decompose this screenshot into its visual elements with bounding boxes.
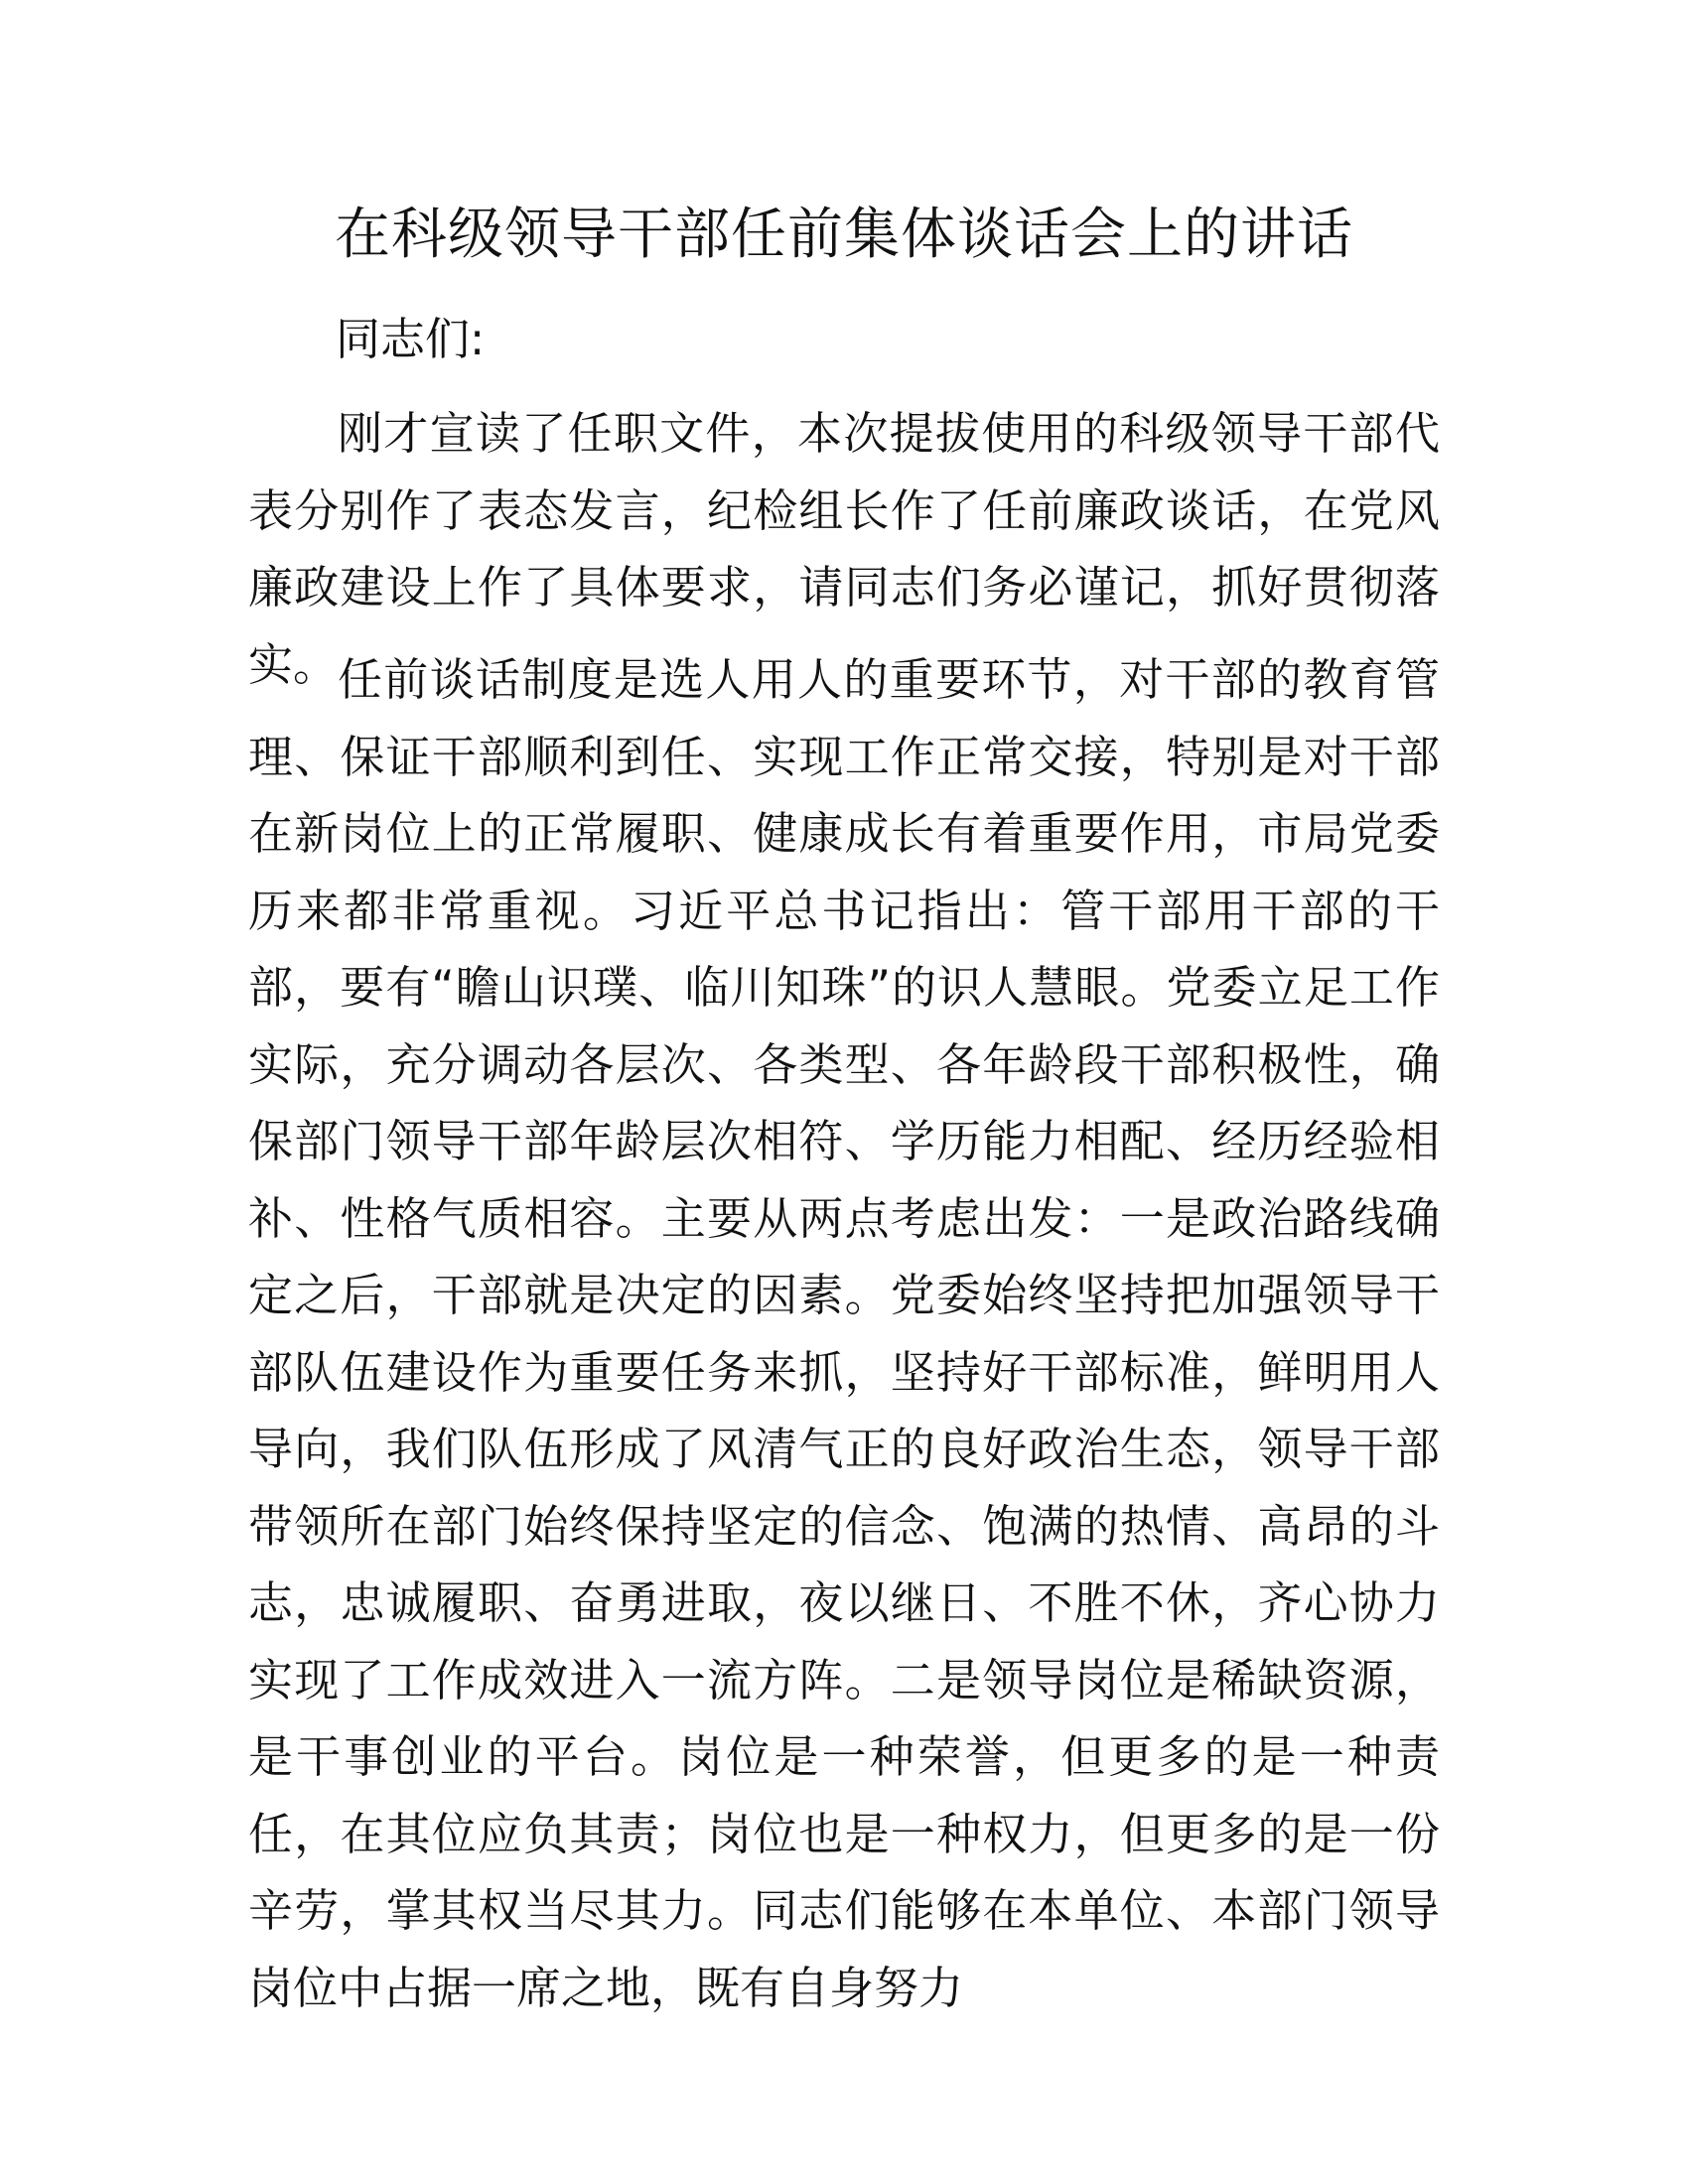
salutation: 同志们: <box>336 313 486 365</box>
body-paragraph-1: 刚才宣读了任职文件，本次提拔使用的科级领导干部代表分别作了表态发言，纪检组长作了任前廉政谈话，在党风廉政建设上作了具体要求，请同志们务必谨记，抓好贯彻落实。 <box>248 407 1440 691</box>
body-paragraph-2: 任前谈话制度是选人用人的重要环节，对干部的教育管理、保证干部顺利到任、实现工作正常交接，特别是对干部在新岗位上的正常履职、健康成长有着重要作用，市局党委历来都非常重视。习近平总书记指出：管干部用干部的干部，要有“瞻山识璞、临川知珠”的识人慧眼。党委立足工作实际，充分调动各层次、各类型、各年龄段干部积极性，确保部门领导干部年龄层次相符、学历能力相配、经历经验相补、性格气质相容。主要从两点考虑出发：一是政治路线确定之后，干部就是决定的因素。党委始终坚持把加强领导干部队伍建设作为重要任务来抓，坚持好干部标准，鲜明用人导向，我们队伍形成了风清气正的良好政治生态，领导干部带领所在部门始终保持坚定的信念、饱满的热情、高昂的斗志，忠诚履职、奋勇进取，夜以继日、不胜不休，齐心协力实现了工作成效进入一流方阵。二是领导岗位是稀缺资源，是干事创业的平台。岗位是一种荣誉，但更多的是一种责任，在其位应负其责；岗位也是一种权力，但更多的是一份辛劳，掌其权当尽其力。同志们能够在本单位、本部门领导岗位中占据一席之地，既有自身努力 <box>248 653 1440 2014</box>
document-title: 在科级领导干部任前集体谈话会上的讲话 <box>335 203 1353 267</box>
